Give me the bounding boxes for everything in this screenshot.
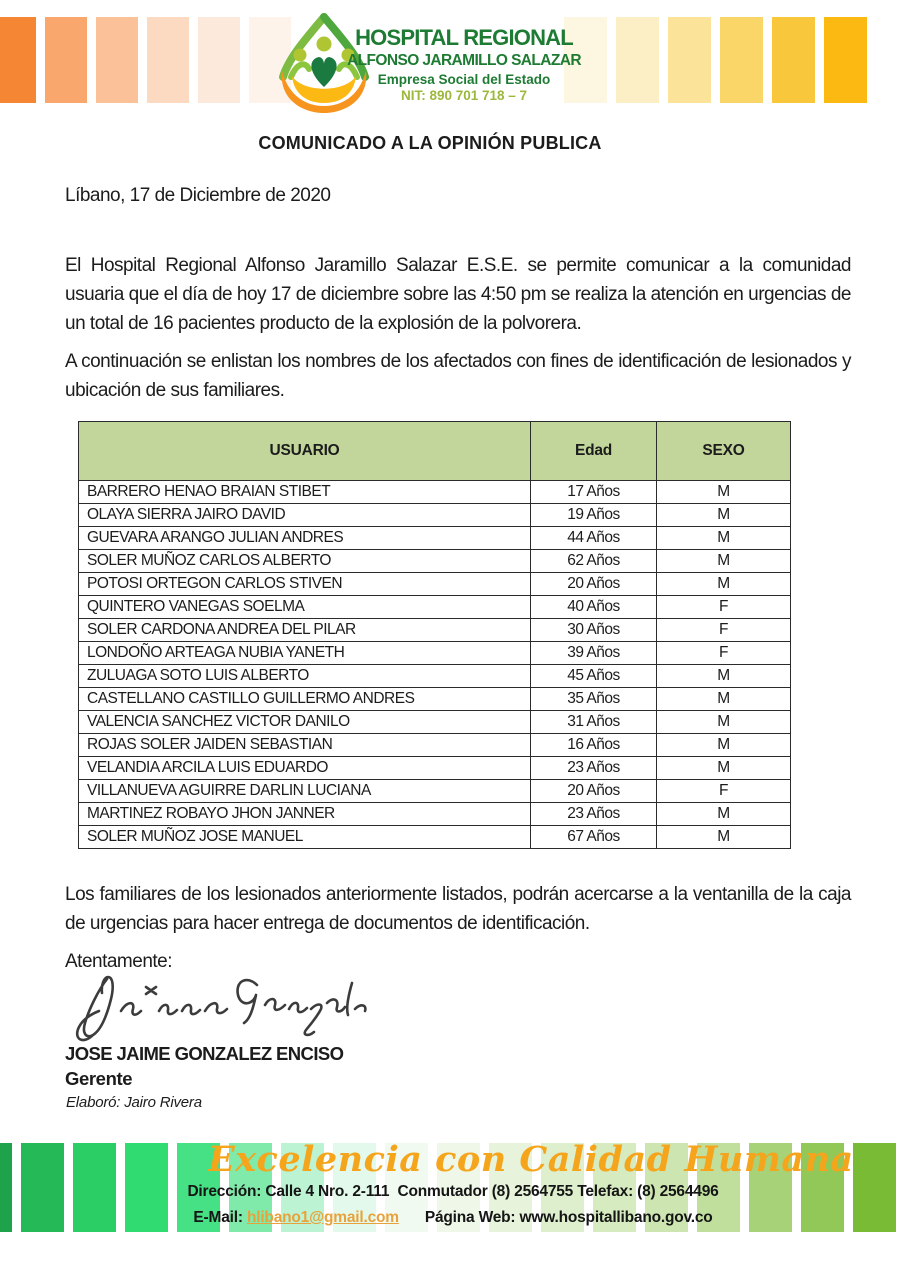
paragraph-closing: Los familiares de los lesionados anteriormente listados, podrán acercarse a la ventanilla de la caja de urgencias para hacer entrega de documentos de identificación.: [65, 884, 851, 934]
patient-name: VILLANUEVA AGUIRRE DARLIN LUCIANA: [79, 780, 531, 803]
color-block: [45, 17, 87, 103]
table-row: [79, 596, 791, 619]
table-row: [79, 550, 791, 573]
letter-body: [65, 120, 851, 1125]
patient-sex: M: [657, 803, 791, 826]
patient-sex: F: [657, 619, 791, 642]
hospital-logo-text: [347, 25, 581, 103]
patient-name: ROJAS SOLER JAIDEN SEBASTIAN: [79, 734, 531, 757]
table-row: [79, 665, 791, 688]
patient-age: 23 Años: [531, 757, 657, 780]
table-row: [79, 780, 791, 803]
patient-name: CASTELLANO CASTILLO GUILLERMO ANDRES: [79, 688, 531, 711]
patient-sex: M: [657, 734, 791, 757]
patient-age: 67 Años: [531, 826, 657, 849]
patient-sex: M: [657, 550, 791, 573]
patient-sex: F: [657, 642, 791, 665]
patient-name: SOLER MUÑOZ JOSE MANUEL: [79, 826, 531, 849]
patient-sex: M: [657, 757, 791, 780]
patient-age: 45 Años: [531, 665, 657, 688]
column-header-usuario: USUARIO: [79, 422, 531, 481]
patient-sex: F: [657, 780, 791, 803]
email-label: E-Mail:: [193, 1209, 243, 1226]
patient-name: VALENCIA SANCHEZ VICTOR DANILO: [79, 711, 531, 734]
footer-slogan: Excelencia con Calidad Humana: [208, 1139, 854, 1180]
patient-age: 23 Años: [531, 803, 657, 826]
letterhead-left-blocks: [0, 17, 291, 103]
prepared-by: [65, 1092, 851, 1125]
salutation: Atentamente:: [65, 951, 173, 972]
web-url: www.hospitallibano.gov.co: [519, 1209, 713, 1226]
patient-sex: M: [657, 711, 791, 734]
patient-name: SOLER MUÑOZ CARLOS ALBERTO: [79, 550, 531, 573]
footer-contact-line: [103, 1209, 803, 1227]
patient-sex: M: [657, 527, 791, 550]
logo-hospital-subname: ALFONSO JARAMILLO SALAZAR: [347, 52, 581, 69]
color-block: [772, 17, 815, 103]
table-row: [79, 481, 791, 504]
patient-name: VELANDIA ARCILA LUIS EDUARDO: [79, 757, 531, 780]
column-header-edad: Edad: [531, 422, 657, 481]
patient-sex: M: [657, 688, 791, 711]
logo-hospital-name: HOSPITAL REGIONAL: [355, 25, 573, 50]
table-row: [79, 619, 791, 642]
patient-name: SOLER CARDONA ANDREA DEL PILAR: [79, 619, 531, 642]
paragraph-list-intro: A continuación se enlistan los nombres de los afectados con fines de identificación de lesionados y ubicación de sus familiares.: [65, 351, 851, 401]
paragraph-announcement: El Hospital Regional Alfonso Jaramillo Salazar E.S.E. se permite comunicar a la comunidad usuaria que el día de hoy 17 de diciembre sobre las 4:50 pm se realiza la atención en urgencias de un total de 16 pacientes producto de la explosión de la polvorera.: [65, 255, 851, 334]
column-header-sexo: SEXO: [657, 422, 791, 481]
color-block: [720, 17, 763, 103]
date-line: Líbano, 17 de Diciembre de 2020: [65, 185, 331, 206]
patient-table: [78, 421, 791, 849]
color-block: [0, 17, 36, 103]
patient-name: LONDOÑO ARTEAGA NUBIA YANETH: [79, 642, 531, 665]
patient-age: 35 Años: [531, 688, 657, 711]
patient-name: OLAYA SIERRA JAIRO DAVID: [79, 504, 531, 527]
table-row: [79, 642, 791, 665]
web-label: Página Web:: [424, 1209, 516, 1226]
patient-sex: M: [657, 504, 791, 527]
patient-name: MARTINEZ ROBAYO JHON JANNER: [79, 803, 531, 826]
patient-sex: M: [657, 481, 791, 504]
patient-age: 62 Años: [531, 550, 657, 573]
color-block: [0, 1143, 12, 1232]
logo-nit: NIT: 890 701 718 – 7: [400, 88, 528, 103]
patient-sex: M: [657, 573, 791, 596]
patient-age: 17 Años: [531, 481, 657, 504]
color-block: [96, 17, 138, 103]
table-row: [79, 757, 791, 780]
patient-age: 20 Años: [531, 780, 657, 803]
signature-script: [69, 963, 369, 1047]
table-row: [79, 504, 791, 527]
patient-age: 20 Años: [531, 573, 657, 596]
table-row: [79, 803, 791, 826]
color-block: [198, 17, 240, 103]
color-block: [616, 17, 659, 103]
signer-name: JOSE JAIME GONZALEZ ENCISO: [65, 1043, 344, 1064]
patient-name: POTOSI ORTEGON CARLOS STIVEN: [79, 573, 531, 596]
table-row: [79, 688, 791, 711]
patient-age: 39 Años: [531, 642, 657, 665]
patient-age: 19 Años: [531, 504, 657, 527]
patient-age: 16 Años: [531, 734, 657, 757]
footer-address-line: Dirección: Calle 4 Nro. 2-111 Conmutador (8) 2564755 Telefax: (8) 2564496: [187, 1183, 719, 1200]
logo-entity-type: Empresa Social del Estado: [377, 72, 551, 87]
patient-name: GUEVARA ARANGO JULIAN ANDRES: [79, 527, 531, 550]
patient-sex: F: [657, 596, 791, 619]
patient-age: 31 Años: [531, 711, 657, 734]
patient-name: QUINTERO VANEGAS SOELMA: [79, 596, 531, 619]
color-block: [21, 1143, 64, 1232]
patient-name: ZULUAGA SOTO LUIS ALBERTO: [79, 665, 531, 688]
email-link[interactable]: hlibano1@gmail.com: [246, 1209, 399, 1226]
table-row: [79, 573, 791, 596]
signer-title: Gerente: [65, 1068, 133, 1089]
color-block: [147, 17, 189, 103]
hospital-logo: [268, 11, 603, 115]
letterhead: [0, 17, 916, 117]
table-row: [79, 826, 791, 849]
table-row: [79, 711, 791, 734]
patient-name: BARRERO HENAO BRAIAN STIBET: [79, 481, 531, 504]
footer: [0, 1139, 916, 1243]
color-block: [668, 17, 711, 103]
letterhead-right-blocks: [564, 17, 867, 103]
patient-age: 30 Años: [531, 619, 657, 642]
table-row: [79, 527, 791, 550]
patient-table-body: [79, 481, 791, 849]
patient-age: 44 Años: [531, 527, 657, 550]
table-row: [79, 734, 791, 757]
page-title: COMUNICADO A LA OPINIÓN PUBLICA: [258, 133, 602, 153]
patient-sex: M: [657, 665, 791, 688]
color-block: [824, 17, 867, 103]
table-header-row: [79, 422, 791, 481]
prepared-by-text: Elaboró: Jairo Rivera: [65, 1092, 218, 1125]
signature: [69, 969, 851, 1037]
color-block: [853, 1143, 896, 1232]
patient-age: 40 Años: [531, 596, 657, 619]
patient-sex: M: [657, 826, 791, 849]
